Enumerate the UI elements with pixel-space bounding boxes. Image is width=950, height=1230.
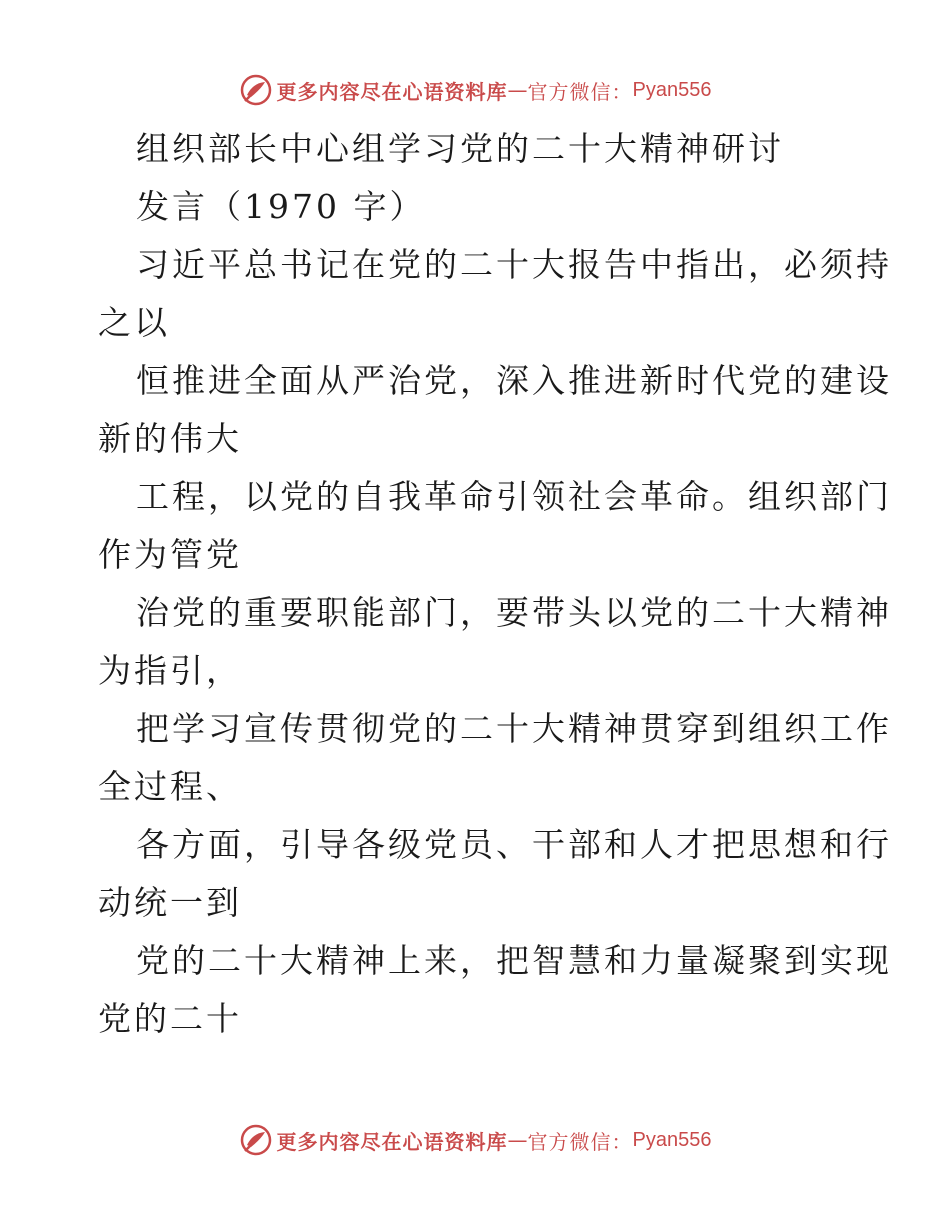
paragraph-line: 工程，以党的自我革命引领社会革命。组织部门 [136, 477, 892, 516]
pen-logo-icon [239, 1123, 273, 1157]
header-watermark [0, 68, 950, 112]
paragraph-line: 恒推进全面从严治党，深入推进新时代党的建设 [136, 361, 892, 400]
pen-logo-icon [239, 73, 273, 107]
paragraph-line: 新的伟大 [98, 419, 242, 458]
paragraph-line: 全过程、 [98, 767, 242, 806]
header-separator: — [507, 78, 528, 102]
paragraph-line: 之以 [98, 303, 170, 342]
header-site-text: 更多内容尽在心语资料库 [276, 79, 508, 104]
header-wechat-id: Pyan556 [632, 78, 712, 101]
footer-wechat-id: Pyan556 [632, 1128, 712, 1151]
header-wechat-label: 官方微信： [527, 79, 633, 104]
document-body [98, 120, 892, 1048]
paragraph-line: 作为管党 [98, 535, 242, 574]
paragraph-line: 党的二十 [98, 999, 242, 1038]
paragraph-line: 动统一到 [98, 883, 242, 922]
paragraph-line: 党的二十大精神上来，把智慧和力量凝聚到实现 [136, 941, 892, 980]
footer-wechat-label: 官方微信： [527, 1129, 633, 1154]
paragraph-line: 为指引， [98, 651, 242, 690]
paragraph-line: 把学习宣传贯彻党的二十大精神贯穿到组织工作 [136, 709, 892, 748]
paragraph-line: 治党的重要职能部门，要带头以党的二十大精神 [136, 593, 892, 632]
footer-separator: — [507, 1128, 528, 1152]
title-line-1: 组织部长中心组学习党的二十大精神研讨 [136, 129, 784, 168]
paragraph-line: 习近平总书记在党的二十大报告中指出，必须持 [136, 245, 892, 284]
paragraph-line: 各方面，引导各级党员、干部和人才把思想和行 [136, 825, 892, 864]
footer-watermark [0, 1118, 950, 1162]
title-line-2: 发言（1970 字） [136, 187, 426, 226]
footer-site-text: 更多内容尽在心语资料库 [276, 1129, 508, 1154]
